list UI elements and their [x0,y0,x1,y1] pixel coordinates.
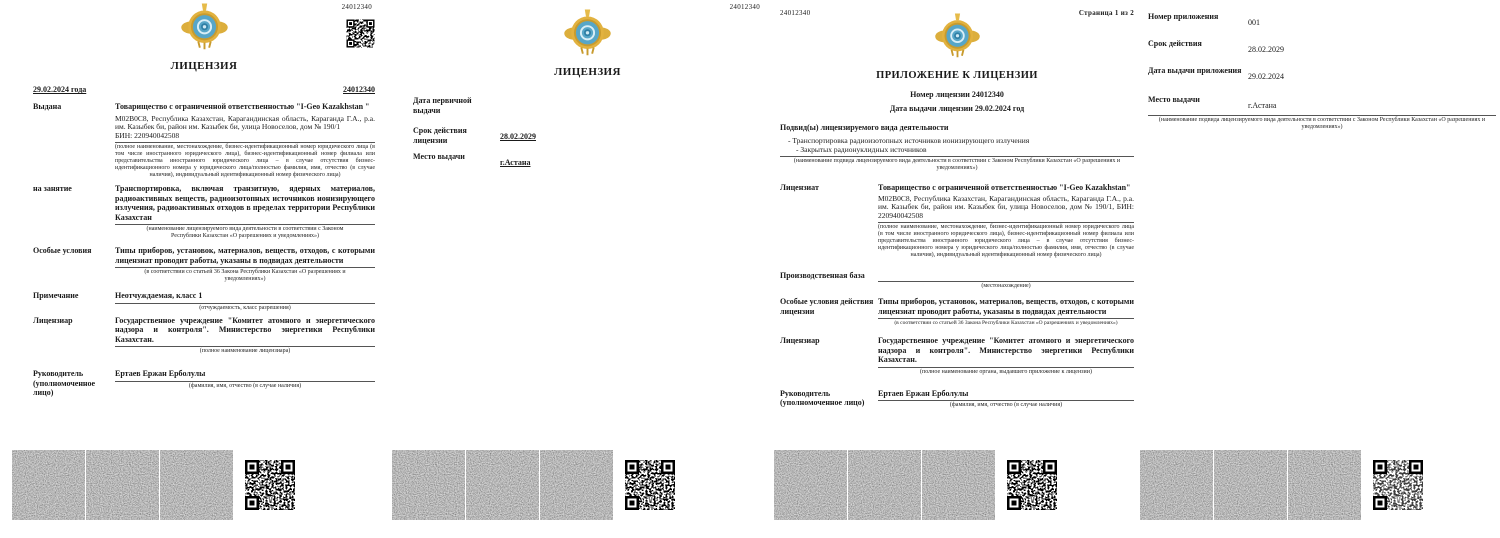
license-page-front [0,0,378,538]
field-label: Место выдачи [1148,95,1200,104]
licensee-address: М02В0С8, Республика Казахстан, Карагандинская область, Караганда Г.А., р.а. им. Казыбек би, район им. Казыбек би, улица Новоселов, дом № 190/1 [115,113,375,131]
validity-value: 28.02.2029 [1248,45,1284,54]
license-date-line: Дата выдачи лицензии 29.02.2024 год [889,104,1025,113]
issue-date: 29.02.2024 года [33,85,87,94]
field-caption: (в соответствии со статьей 36 Закона Республики Казахстан «О разрешениях и уведомлениях») [894,320,1118,326]
field-licensor [33,316,375,356]
page-title: ЛИЦЕНЗИЯ [554,66,621,78]
emblem-wrap [33,2,375,52]
qr-code-icon [622,457,678,513]
issue-date-value: 29.02.2024 [1248,72,1284,81]
subtype-item: - Закрытых радионуклидных источников [796,145,927,154]
field-production-base [780,271,1134,290]
field-validity [1148,39,1496,57]
field-head [33,369,375,398]
security-codes-strip [1140,450,1426,520]
kazakhstan-emblem-icon [935,12,980,58]
noise-block-icon [848,450,921,520]
field-caption: (полное наименование, местонахождение, бизнес-идентификационный номер юридического лица (в том числе иностранного юридического лица), бизнес-идентификационный номер филиала или представительства иностранного юридического лица – в случае отсутствия бизнес-идентификационного номера у юридического лица/полностью фамилия, имя, отчество (в случае наличия), индивидуальный идентификационный номер физического лица) [115,144,375,178]
subtypes-caption: (наименование подвида лицензируемого вида деятельности в соответствии с Законом Республики Казахстан «О разрешениях и уведомлениях») [793,158,1121,171]
licensee-name: Товарищество с ограниченной ответственностью "I-Geo Kazakhstan " [115,102,370,111]
page-title: ПРИЛОЖЕНИЕ К ЛИЦЕНЗИИ [876,70,1038,81]
head-value: Ертаев Ержан Ерболулы [115,369,206,378]
field-caption: (отчуждаемость, класс разрешения) [199,304,291,311]
page-indicator: Страница 1 из 2 [1078,9,1134,17]
noise-block-icon [160,450,233,520]
license-number-top: 24012340 [341,3,372,11]
field-issue-date [1148,66,1496,84]
field-caption: (местонахождение) [981,283,1031,289]
field-caption: (наименование лицензируемого вида деятельности в соответствии с Законом Республики Казахстан «О разрешениях и уведомлениях») [146,226,344,239]
license-number-line: Номер лицензии 24012340 [910,90,1004,99]
field-label: Особые условия действия лицензии [780,297,874,316]
noise-block-icon [12,450,85,520]
field-special-conditions [33,246,375,283]
head-value: Ертаев Ержан Ерболулы [878,388,969,398]
field-label: Дата первичной выдачи [413,96,472,115]
place-value: г.Астана [500,158,531,167]
field-label: Место выдачи [413,152,465,161]
field-activity [33,184,375,240]
subtypes-heading: Подвид(ы) лицензируемого вида деятельности [780,123,949,132]
qr-code-icon [242,457,298,513]
field-place [1148,95,1496,113]
qr-code-icon [1004,457,1060,513]
field-caption: (фамилия, имя, отчество (в случае наличия) [188,382,302,389]
license-number: 24012340 [343,85,375,94]
license-header-row [33,85,375,94]
noise-block-icon [1288,450,1361,520]
license-page-back [378,0,770,538]
noise-block-icon [1214,450,1287,520]
licensee-name: Товарищество с ограниченной ответственностью "I-Geo Kazakhstan" [878,183,1131,192]
license-number-top: 24012340 [780,9,811,17]
noise-block-icon [466,450,539,520]
field-issued-to [33,102,375,179]
field-label: Выдана [33,102,62,111]
noise-block-icon [774,450,847,520]
special-conditions-value: Типы приборов, установок, материалов, веществ, отходов, с которыми лицензиат проводит работы, указаны в подвидах деятельности [115,246,375,265]
field-label: Примечание [33,291,79,300]
kazakhstan-emblem-icon [564,8,611,56]
noise-block-icon [922,450,995,520]
field-caption: (в соответствии со статьей 36 Закона Республики Казахстан «О разрешениях и уведомлениях») [144,269,346,282]
emblem-wrap [780,12,1134,62]
security-codes-strip [12,450,298,520]
qr-code-icon [1370,457,1426,513]
subtype-item: - Транспортировка радиоизотопных источников ионизирующего излучения [788,136,1030,145]
field-label: Лицензиар [33,315,73,325]
noise-block-icon [392,450,465,520]
activity-value: Транспортировка, включая транзитную, ядерных материалов, радиоактивных веществ, радиоизотопных источников ионизирующего излучения, радиоактивных отходов в пределах территории Республики Казахстан [115,184,375,222]
appendix-page [770,0,1140,538]
field-label: Руководитель (уполномоченное лицо) [780,388,865,407]
field-caption: (полное наименование органа, выдавшего приложение к лицензии) [920,368,1092,375]
field-label: Номер приложения [1148,12,1219,21]
field-label: Срок действия [1148,39,1202,48]
noise-block-icon [86,450,159,520]
validity-value: 28.02.2029 [500,132,536,141]
security-codes-strip [392,450,678,520]
page-caption: (наименование подвида лицензируемого вида деятельности в соответствии с Законом Республики Казахстан «О разрешениях и уведомлениях») [1158,117,1486,130]
noise-block-icon [1140,450,1213,520]
licensee-address: М02В0С8, Республика Казахстан, Карагандинская область, Караганда Г.А., р.а. им. Казыбек би, район им. Казыбек би, улица Новоселов, дом № 190/1, БИН: 220940042508 [878,193,1134,220]
field-label: Дата выдачи приложения [1148,66,1242,75]
page-title: ЛИЦЕНЗИЯ [170,60,238,72]
field-licensor [780,336,1134,376]
field-head [780,389,1134,410]
place-value: г.Астана [1248,101,1277,110]
field-place [413,152,762,170]
field-first-issue-date [413,96,762,115]
field-caption: (полное наименование лицензиара) [199,348,291,354]
appendix-number-value: 001 [1248,18,1260,27]
field-label: Лицензиат [780,183,819,192]
field-label: Особые условия [33,246,92,255]
field-note [33,291,375,312]
security-codes-strip [774,450,1060,520]
emblem-wrap [413,8,762,58]
kazakhstan-emblem-icon [181,2,228,50]
special-conditions-value: Типы приборов, установок, материалов, веществ, отходов, с которыми лицензиат проводит работы, указаны в подвидах деятельности [878,297,1134,316]
license-number-top: 24012340 [729,3,760,11]
noise-block-icon [540,450,613,520]
field-label: Руководитель (уполномоченное лицо) [33,369,96,397]
field-caption: (полное наименование, местонахождение, бизнес-идентификационный номер юридического лица (в том числе иностранного юридического лица), бизнес-идентификационный номер филиала или представительства иностранного юридического лица – в случае отсутствия бизнес-идентификационного номера у юридического лица/полностью фамилия, имя, отчество (в случае наличия), индивидуальный идентификационный номер физического лица) [878,224,1134,258]
field-caption: (фамилия, имя, отчество (в случае наличия) [949,402,1063,408]
note-value: Неотчуждаемая, класс 1 [115,291,203,300]
qr-code-icon [345,18,376,49]
field-validity [413,126,762,145]
field-label: Срок действия лицензии [413,126,467,145]
appendix-details-page [1138,0,1500,538]
licensor-value: Государственное учреждение "Комитет атомного и энергетического надзора и контроля". Министерство энергетики Республики Казахстан. [115,315,375,344]
licensor-value: Государственное учреждение "Комитет атомного и энергетического надзора и контроля". Министерство энергетики Республики Казахстан. [878,336,1134,364]
licensee-bin: БИН: 220940042508 [115,130,180,140]
field-special-conditions [780,297,1134,327]
field-licensee [780,183,1134,259]
field-label: Лицензиар [780,336,820,345]
field-label: Производственная база [780,271,865,280]
field-label: на занятие [33,184,72,193]
field-appendix-number [1148,12,1496,30]
